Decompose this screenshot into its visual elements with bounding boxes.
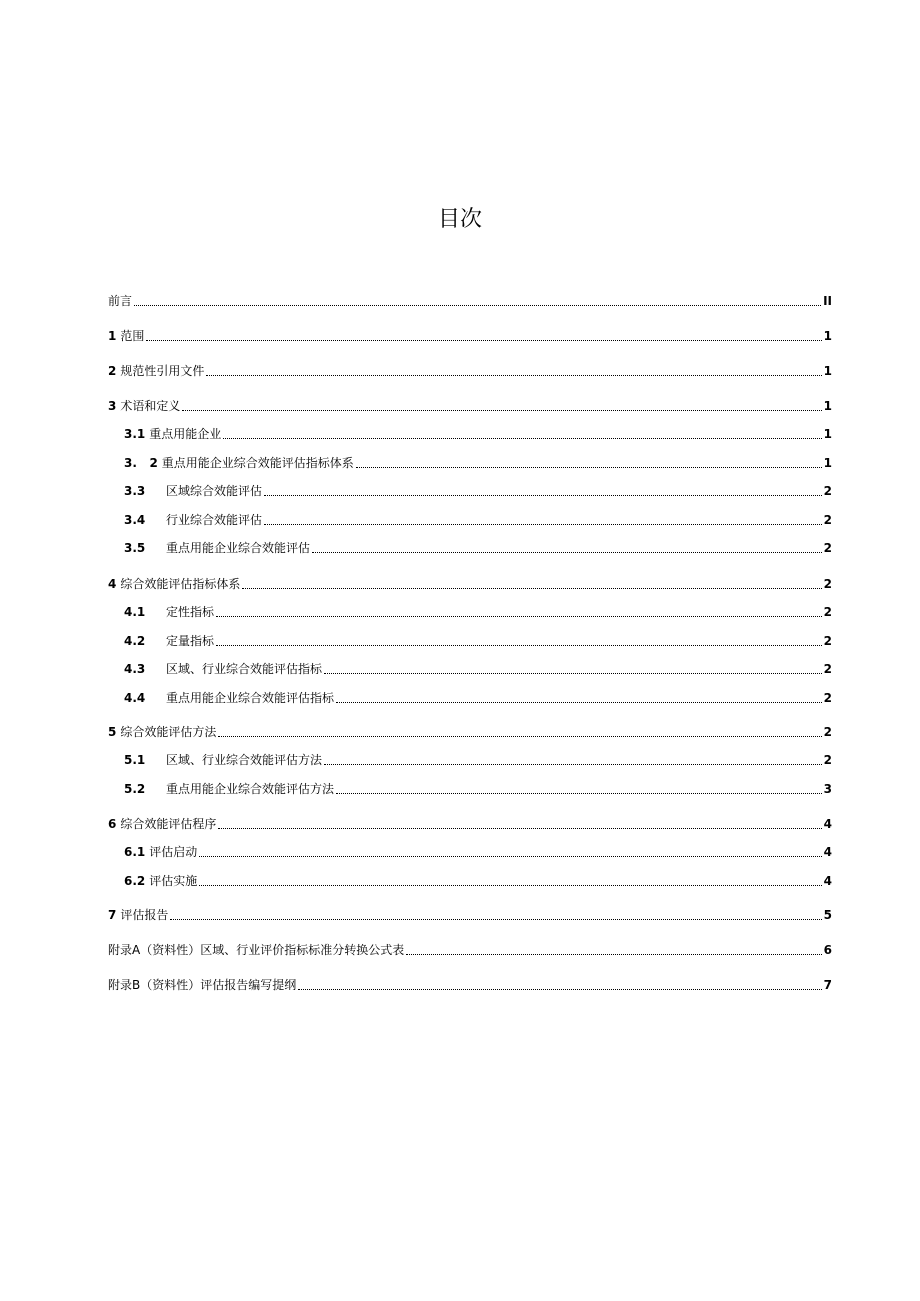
toc-entry-number: 4.1 [124,605,146,619]
toc-entry-page: 2 [823,605,832,619]
toc-entry-label: 术语和定义 [120,399,181,413]
toc-entry[interactable] [108,397,832,415]
toc-entry[interactable] [108,723,832,741]
toc-entry[interactable] [124,425,832,443]
toc-entry-label: 行业综合效能评估 [166,513,263,527]
toc-leader [134,305,821,306]
toc-entry-page: 5 [823,908,832,922]
toc-entry-page: 7 [823,978,832,992]
toc-entry-number: 5.2 [124,782,146,796]
toc-entry-page: 2 [823,484,832,498]
toc-leader [336,793,822,794]
toc-entry-label: 重点用能企业综合效能评估指标体系 [161,456,354,470]
toc-leader [336,702,822,703]
toc-entry[interactable] [124,603,832,621]
toc-entry-page: 2 [823,577,832,591]
toc-entry-label: 重点用能企业 [149,427,222,441]
page-title: 目次 [437,207,482,232]
toc-entry-number: 6.1 [124,845,146,859]
toc-entry[interactable] [124,632,832,650]
toc-entry-number: 3.5 [124,541,146,555]
toc-leader [298,989,821,990]
toc-leader [356,467,822,468]
toc-entry[interactable] [124,751,832,769]
toc-entry[interactable] [124,843,832,861]
toc-entry-number: 6 [108,817,117,831]
toc-leader [218,828,821,829]
toc-leader [324,673,822,674]
toc-entry-number: 3 [108,399,117,413]
toc-entry[interactable] [108,327,832,345]
toc-entry-page: 2 [823,753,832,767]
toc-leader [264,495,822,496]
toc-entry-label: 区域、行业综合效能评估指标 [166,662,323,676]
toc-entry-number: 5 [108,725,117,739]
toc-entry-label: 附录A（资料性）区域、行业评价指标标准分转换公式表 [108,943,405,957]
toc-entry-label: 区域综合效能评估 [166,484,263,498]
toc-entry-number: 7 [108,908,117,922]
toc-entry-label: 定量指标 [166,634,215,648]
toc-entry-page: 4 [823,817,832,831]
toc-entry-number: 4 [108,577,117,591]
toc-entry-page: 1 [823,456,832,470]
toc-entry-number: 3.1 [124,427,146,441]
toc-entry-label: 综合效能评估程序 [120,817,217,831]
toc-entry-page: 1 [823,427,832,441]
toc-entry-number: 6.2 [124,874,146,888]
toc-entry-label: 综合效能评估方法 [120,725,217,739]
toc-entry-label: 重点用能企业综合效能评估指标 [166,691,335,705]
toc-entry-label: 评估实施 [149,874,198,888]
toc-leader [324,764,822,765]
toc-entry[interactable] [124,511,832,529]
toc-entry[interactable] [124,780,832,798]
toc-leader [216,645,822,646]
toc-entry-page: 3 [823,782,832,796]
toc-entry-page: 1 [823,329,832,343]
toc-entry-label: 综合效能评估指标体系 [120,577,241,591]
toc-entry-page: 4 [823,874,832,888]
toc-leader [170,919,821,920]
toc-entry-label: 规范性引用文件 [120,364,205,378]
toc-entry[interactable] [108,362,832,380]
toc-entry[interactable] [108,815,832,833]
toc-leader [216,616,822,617]
toc-entry-label: 定性指标 [166,605,215,619]
toc-leader [406,954,821,955]
toc-leader [223,438,821,439]
toc-leader [242,588,821,589]
toc-entry-page: II [823,294,832,308]
toc-leader [199,856,821,857]
toc-leader [182,410,821,411]
toc-entry[interactable] [124,660,832,678]
toc-entry-label: 区域、行业综合效能评估方法 [166,753,323,767]
toc-entry[interactable] [124,454,832,472]
toc-entry-number: 4.4 [124,691,146,705]
toc-entry-number: 3. 2 [124,456,158,470]
toc-entry-page: 2 [823,634,832,648]
toc-entry-page: 2 [823,513,832,527]
toc-leader [312,552,822,553]
toc-entry-number: 4.3 [124,662,146,676]
toc-entry-label: 附录B（资料性）评估报告编写提纲 [108,978,297,992]
toc-entry-page: 2 [823,541,832,555]
toc-entry-page: 1 [823,399,832,413]
toc-entry-number: 1 [108,329,117,343]
toc-entry[interactable] [108,976,832,994]
toc-entry-page: 6 [823,943,832,957]
toc-entry[interactable] [124,539,832,557]
toc-entry-number: 3.4 [124,513,146,527]
toc-entry-label: 前言 [108,294,133,308]
toc-entry-label: 重点用能企业综合效能评估方法 [166,782,335,796]
toc-entry-page: 2 [823,691,832,705]
toc-entry[interactable] [124,482,832,500]
toc-leader [146,340,821,341]
toc-entry-number: 5.1 [124,753,146,767]
toc-entry-number: 4.2 [124,634,146,648]
toc-leader [264,524,822,525]
toc-entry[interactable] [108,906,832,924]
toc-entry-label: 评估启动 [149,845,198,859]
toc-entry[interactable] [108,941,832,959]
toc-leader [218,736,821,737]
toc-entry-number: 2 [108,364,117,378]
toc-entry-label: 重点用能企业综合效能评估 [166,541,311,555]
toc-entry[interactable] [108,292,832,310]
toc-entry[interactable] [124,689,832,707]
toc-leader [199,885,821,886]
toc-entry[interactable] [108,575,832,593]
toc-entry-page: 1 [823,364,832,378]
toc-entry[interactable] [124,872,832,890]
toc-entry-label: 范围 [120,329,145,343]
toc-entry-label: 评估报告 [120,908,169,922]
toc-entry-page: 2 [823,725,832,739]
toc-leader [206,375,821,376]
toc-entry-page: 2 [823,662,832,676]
toc-entry-page: 4 [823,845,832,859]
toc-entry-number: 3.3 [124,484,146,498]
